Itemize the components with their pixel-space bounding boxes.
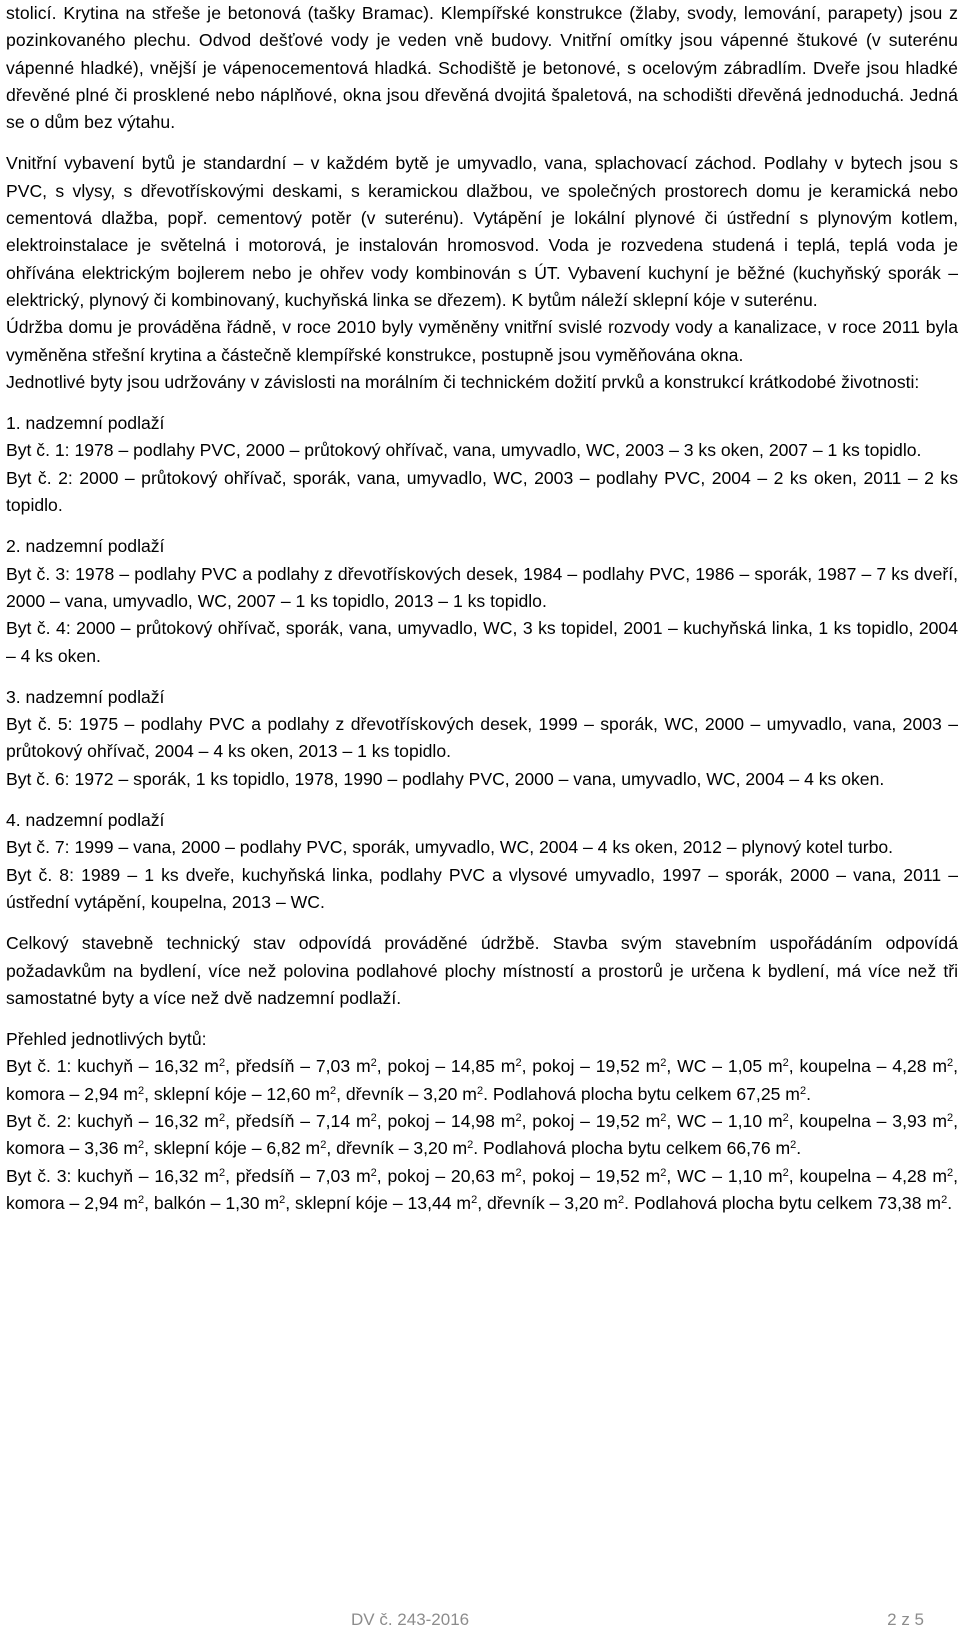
flat-history-item: Byt č. 2: 2000 – průtokový ohřívač, sporák, vana, umyvadlo, WC, 2003 – podlahy PVC, 2004 – 2 ks oken, 2011 – 2 ks topidlo. — [6, 467, 958, 516]
area-unit-exponent: 2 — [660, 1111, 667, 1124]
area-unit-exponent: 2 — [218, 1111, 226, 1124]
room-area: , pokoj – 14,85 — [376, 1056, 495, 1077]
area-unit: $m^2$ — [926, 1056, 954, 1077]
floor-section-1 — [6, 410, 958, 519]
flat-history-item: Byt č. 7: 1999 – vana, 2000 – podlahy PVC, sporák, umyvadlo, WC, 2004 – 4 ks oken, 2012 – plynový kotel turbo. — [6, 837, 894, 858]
document-body — [6, 0, 958, 1217]
flat-history-item: Byt č. 8: 1989 – 1 ks dveře, kuchyňská linka, podlahy PVC a vlysové umyvadlo, 1997 – sporák, 2000 – vana, 2011 – ústřední vytápění, koupelna, 2013 – WC. — [6, 864, 958, 912]
area-unit-exponent: 2 — [218, 1166, 226, 1179]
area-unit-exponent: 2 — [799, 1084, 807, 1097]
room-area: , koupelna – 4,28 — [788, 1165, 927, 1186]
area-unit-exponent: 2 — [218, 1057, 226, 1070]
flat-area-item — [6, 1163, 958, 1218]
page-number: 2 z 5 — [887, 1610, 924, 1629]
flat-area-lead: Byt č. 3: kuchyň – 16,32 — [6, 1165, 199, 1186]
flat-area-item — [6, 1108, 958, 1163]
paragraph-maintenance: Údržba domu je prováděna řádně, v roce 2010 byly vyměněny vnitřní svislé rozvody vody a kanalizace, v roce 2011 byla vyměněna střešní krytina a částečně klempířské konstrukce, postupně jsou vyměňována okna. — [6, 317, 958, 365]
room-area: , předsíň – 7,03 — [225, 1056, 351, 1077]
flat-area-total: . Podlahová plocha bytu celkem 67,25 — [483, 1083, 781, 1104]
area-unit-exponent: 2 — [515, 1111, 522, 1124]
area-unit: $m^2$ — [770, 1138, 797, 1159]
flat-history-item: Byt č. 6: 1972 – sporák, 1 ks topidlo, 1978, 1990 – podlahy PVC, 2000 – vana, umyvadlo, WC, 2004 – 4 ks oken. — [6, 768, 885, 789]
flat-history-item: Byt č. 4: 2000 – průtokový ohřívač, sporák, vana, umyvadlo, WC, 3 ks topidel, 2001 – kuchyňská linka, 1 ks topidlo, 2004 – 4 ks oken. — [6, 618, 958, 666]
room-area: , koupelna – 4,28 — [788, 1056, 927, 1077]
flat-area-lead: Byt č. 2: kuchyň – 16,32 — [6, 1110, 199, 1131]
flat-history-item: Byt č. 5: 1975 – podlahy PVC a podlahy z dřevotřískových desek, 1999 – sporák, WC, 2000 – umyvadlo, vana, 2003 – průtokový ohřívač, 2004 – 4 ks oken, 2013 – 1 ks topidlo. — [6, 714, 958, 762]
area-unit: $m^2$ — [921, 1192, 948, 1213]
area-unit: $m^2$ — [639, 1056, 667, 1077]
area-unit: $m^2$ — [118, 1192, 145, 1213]
area-unit-exponent: 2 — [515, 1057, 522, 1070]
area-unit-exponent: 2 — [370, 1111, 377, 1124]
area-unit: $m^2$ — [451, 1192, 478, 1213]
flat-area-end: . — [947, 1192, 953, 1213]
area-unit: $m^2$ — [198, 1165, 226, 1186]
paragraph-overall-condition: Celkový stavebně technický stav odpovídá prováděné údržbě. Stavba svým stavebním uspořádáním odpovídá požadavkům na bydlení, více než polovina podlahové plochy místností a prostorů je určena k bydlení, má více než tři samostatné byty a více než dvě nadzemní podlaží. — [6, 933, 958, 1008]
flat-area-end: . — [796, 1138, 802, 1159]
area-unit: $m^2$ — [457, 1083, 484, 1104]
area-unit: $m^2$ — [350, 1110, 377, 1131]
flat-area-end: . — [806, 1083, 811, 1104]
page-footer — [0, 1610, 960, 1632]
paragraph-construction: stolicí. Krytina na střeše je betonová (tašky Bramac). Klempířské konstrukce (žlaby, svody, lemování, parapety) jsou z pozinkovaného plechu. Odvod dešťové vody je veden vně budovy. Vnitřní omítky jsou vápenné štukové (v suterénu vápenné hladké), vnější je vápenocementová hladká. Schodiště je betonové, s ocelovým zábradlím. Dveře jsou hladké dřevěné plné či prosklené nebo náplňové, okna jsou dřevěná dvojitá špaletová, na schodišti dřevěná jednoduchá. Jedná se o dům bez výtahu. — [6, 3, 958, 133]
room-area: , pokoj – 19,52 — [521, 1165, 640, 1186]
area-unit: $m^2$ — [639, 1165, 667, 1186]
area-unit: $m^2$ — [310, 1083, 337, 1104]
floor-heading: 1. nadzemní podlaží — [6, 413, 165, 434]
area-unit-exponent: 2 — [790, 1139, 797, 1152]
area-unit-exponent: 2 — [467, 1139, 474, 1152]
paragraph-flats-intro: Jednotlivé byty jsou udržovány v závislosti na morálním či technickém dožití prvků a konstrukcí krátkodobé životnosti: — [6, 371, 920, 392]
flat-history-item: Byt č. 3: 1978 – podlahy PVC a podlahy z dřevotřískových desek, 1984 – podlahy PVC, 1986 – sporák, 1987 – 7 ks dveří, 2000 – vana, umyvadlo, WC, 2007 – 1 ks topidlo, 2013 – 1 ks topidlo. — [6, 563, 958, 611]
area-unit-exponent: 2 — [320, 1139, 327, 1152]
flat-area-item — [6, 1053, 958, 1108]
room-area: , sklepní kóje – 6,82 — [144, 1138, 301, 1159]
area-unit-exponent: 2 — [947, 1111, 954, 1124]
area-unit: $m^2$ — [118, 1138, 145, 1159]
area-unit: $m^2$ — [494, 1110, 522, 1131]
room-area: , předsíň – 7,03 — [225, 1165, 351, 1186]
room-area: , sklepní kóje – 13,44 — [285, 1192, 452, 1213]
area-unit-exponent: 2 — [329, 1084, 337, 1097]
room-area: , koupelna – 3,93 — [788, 1110, 927, 1131]
area-unit: $m^2$ — [762, 1110, 789, 1131]
area-unit: $m^2$ — [118, 1083, 145, 1104]
area-unit: $m^2$ — [494, 1056, 522, 1077]
paragraph-equipment: Vnitřní vybavení bytů je standardní – v každém bytě je umyvadlo, vana, splachovací záchod. Podlahy v bytech jsou s PVC, s vlysy, s dřevotřískovými deskami, s keramickou dlažbou, ve společných prostorech domu je keramická nebo cementová dlažba, popř. cementový potěr (v suterénu). Vytápění je lokální plynové či ústřední s plynovým kotlem, elektroinstalace je světelná i motorová, je instalován hromosvod. Voda je rozvedena studená i teplá, teplá voda je ohřívána elektrickým bojlerem nebo je ohřev vody kombinován s ÚT. Vybavení kuchyní je běžné (kuchyňský sporák – elektrický, plynový či kombinovaný, kuchyňská linka se dřezem). K bytům náleží sklepní kóje v suterénu. — [6, 153, 958, 310]
area-unit-exponent: 2 — [370, 1166, 377, 1179]
document-reference: DV č. 243-2016 — [351, 1610, 470, 1629]
area-unit-exponent: 2 — [618, 1193, 625, 1206]
area-unit-exponent: 2 — [279, 1193, 286, 1206]
area-unit-exponent: 2 — [782, 1166, 789, 1179]
room-area: , dřevník – 3,20 — [326, 1138, 448, 1159]
room-area: , balkón – 1,30 — [144, 1192, 260, 1213]
area-unit: $m^2$ — [762, 1165, 789, 1186]
area-unit: $m^2$ — [494, 1165, 522, 1186]
area-unit-exponent: 2 — [947, 1057, 954, 1070]
area-unit-exponent: 2 — [370, 1057, 377, 1070]
room-area: , komora – 2,94 — [6, 1056, 959, 1104]
room-area: , WC – 1,10 — [666, 1165, 763, 1186]
area-unit-exponent: 2 — [782, 1057, 789, 1070]
area-unit: $m^2$ — [350, 1056, 377, 1077]
area-unit-exponent: 2 — [476, 1084, 484, 1097]
area-unit-exponent: 2 — [782, 1111, 789, 1124]
floor-section-2 — [6, 533, 958, 669]
room-area: , dřevník – 3,20 — [477, 1192, 599, 1213]
room-area: , WC – 1,10 — [666, 1110, 763, 1131]
room-area: , pokoj – 19,52 — [521, 1056, 640, 1077]
area-unit-exponent: 2 — [515, 1166, 522, 1179]
room-area: , pokoj – 20,63 — [376, 1165, 495, 1186]
flat-area-list — [6, 1053, 958, 1217]
room-area: , dřevník – 3,20 — [336, 1083, 458, 1104]
flat-history-item: Byt č. 1: 1978 – podlahy PVC, 2000 – průtokový ohřívač, vana, umyvadlo, WC, 2003 – 3 ks oken, 2007 – 1 ks topidlo. — [6, 440, 922, 461]
area-unit-exponent: 2 — [660, 1166, 667, 1179]
room-area: , komora – 2,94 — [6, 1165, 959, 1213]
floor-section-3 — [6, 684, 958, 793]
overview-heading: Přehled jednotlivých bytů: — [6, 1029, 207, 1050]
room-area: , předsíň – 7,14 — [225, 1110, 351, 1131]
area-unit: $m^2$ — [350, 1165, 377, 1186]
floor-heading: 2. nadzemní podlaží — [6, 536, 165, 557]
area-unit: $m^2$ — [780, 1083, 807, 1104]
area-unit: $m^2$ — [300, 1138, 327, 1159]
area-unit-exponent: 2 — [471, 1193, 478, 1206]
floor-section-4 — [6, 807, 958, 916]
flat-area-total: . Podlahová plocha bytu celkem 66,76 — [473, 1138, 771, 1159]
flat-area-total: . Podlahová plocha bytu celkem 73,38 — [624, 1192, 922, 1213]
floor-heading: 4. nadzemní podlaží — [6, 810, 165, 831]
room-area: , sklepní kóje – 12,60 — [144, 1083, 311, 1104]
area-unit: $m^2$ — [598, 1192, 625, 1213]
area-unit-exponent: 2 — [660, 1057, 667, 1070]
area-unit: $m^2$ — [926, 1110, 954, 1131]
area-unit: $m^2$ — [198, 1056, 226, 1077]
area-unit-exponent: 2 — [138, 1084, 145, 1097]
area-unit-exponent: 2 — [138, 1139, 145, 1152]
room-area: , WC – 1,05 — [666, 1056, 763, 1077]
room-area: , komora – 3,36 — [6, 1110, 959, 1159]
floor-heading: 3. nadzemní podlaží — [6, 686, 165, 707]
room-area: , pokoj – 14,98 — [376, 1110, 495, 1131]
area-unit-exponent: 2 — [947, 1166, 954, 1179]
flat-area-lead: Byt č. 1: kuchyň – 16,32 — [6, 1056, 199, 1077]
area-unit: $m^2$ — [447, 1138, 474, 1159]
area-unit: $m^2$ — [259, 1192, 286, 1213]
area-unit: $m^2$ — [926, 1165, 954, 1186]
room-area: , pokoj – 19,52 — [521, 1110, 640, 1131]
area-unit: $m^2$ — [639, 1110, 667, 1131]
area-unit-exponent: 2 — [138, 1193, 145, 1206]
area-unit-exponent: 2 — [941, 1193, 948, 1206]
area-unit: $m^2$ — [762, 1056, 789, 1077]
area-unit: $m^2$ — [198, 1110, 226, 1131]
